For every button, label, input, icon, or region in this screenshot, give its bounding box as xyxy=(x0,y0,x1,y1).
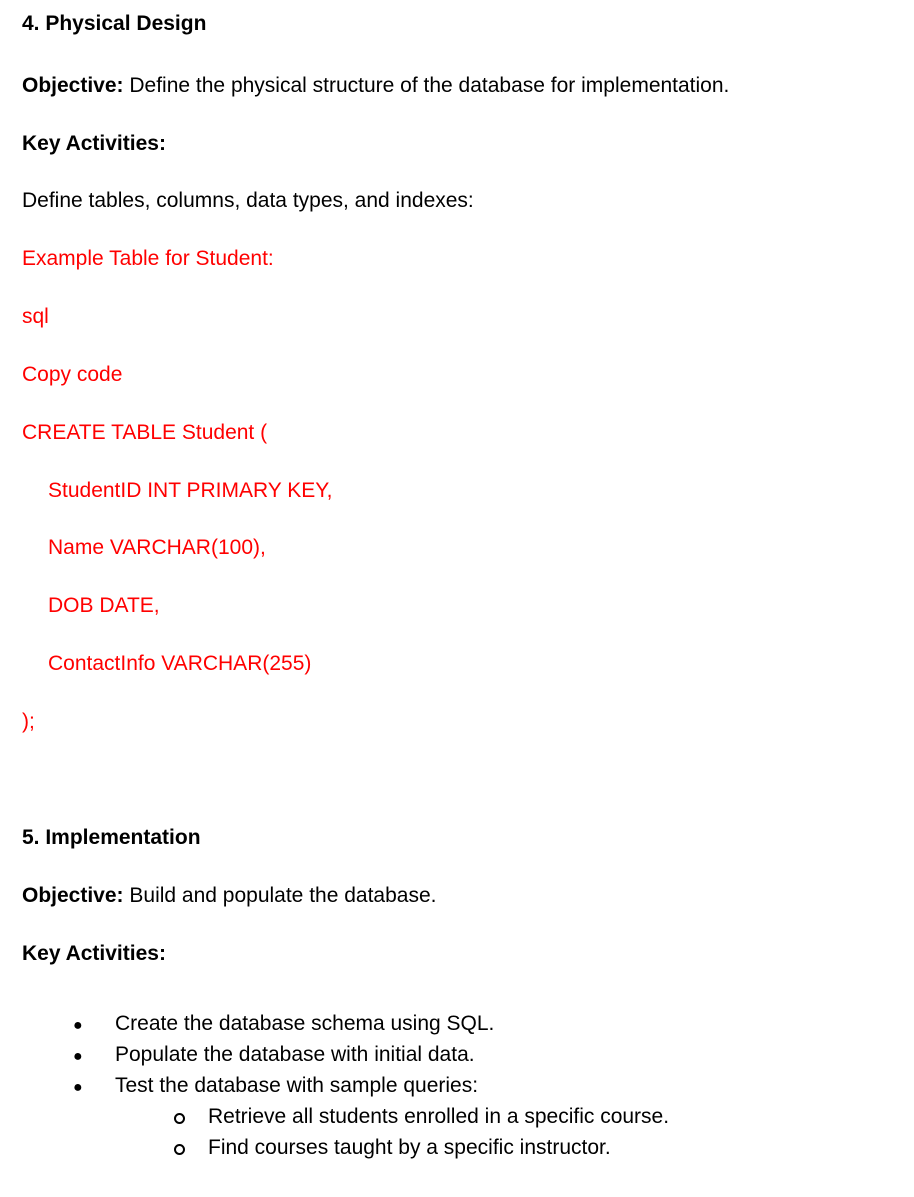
objective-label: Objective: xyxy=(22,884,124,907)
section-5-heading: 5. Implementation xyxy=(22,826,201,849)
bullet-circle-icon xyxy=(174,1113,185,1124)
list-item: Populate the database with initial data. xyxy=(115,1043,475,1066)
section-5-objective xyxy=(22,883,436,909)
list-item: Test the database with sample queries: xyxy=(115,1074,479,1097)
section-4-key-activities: Key Activities: xyxy=(22,132,166,155)
code-line: ContactInfo VARCHAR(255) xyxy=(48,652,312,675)
section-5-key-activities: Key Activities: xyxy=(22,942,166,965)
objective-text: Define the physical structure of the database for implementation. xyxy=(123,74,730,97)
section-4-intro: Define tables, columns, data types, and indexes: xyxy=(22,189,474,212)
sub-list-item: Find courses taught by a specific instructor. xyxy=(208,1136,611,1159)
example-title: Example Table for Student: xyxy=(22,247,274,270)
code-line: Name VARCHAR(100), xyxy=(48,536,266,559)
code-language-label: sql xyxy=(22,305,49,328)
code-line: CREATE TABLE Student ( xyxy=(22,421,268,444)
code-line: ); xyxy=(22,710,35,733)
objective-text: Build and populate the database. xyxy=(123,884,437,907)
copy-code-label: Copy code xyxy=(22,363,123,386)
section-4-objective xyxy=(22,73,729,99)
sub-list-item: Retrieve all students enrolled in a specific course. xyxy=(208,1105,670,1128)
bullet-dot-icon: ● xyxy=(73,1079,83,1096)
code-line: StudentID INT PRIMARY KEY, xyxy=(48,479,333,502)
objective-label: Objective: xyxy=(22,74,124,97)
bullet-circle-icon xyxy=(174,1144,185,1155)
section-4-heading: 4. Physical Design xyxy=(22,12,207,35)
list-item: Create the database schema using SQL. xyxy=(115,1012,495,1035)
code-line: DOB DATE, xyxy=(48,594,160,617)
bullet-dot-icon: ● xyxy=(73,1048,83,1065)
bullet-dot-icon: ● xyxy=(73,1017,83,1034)
